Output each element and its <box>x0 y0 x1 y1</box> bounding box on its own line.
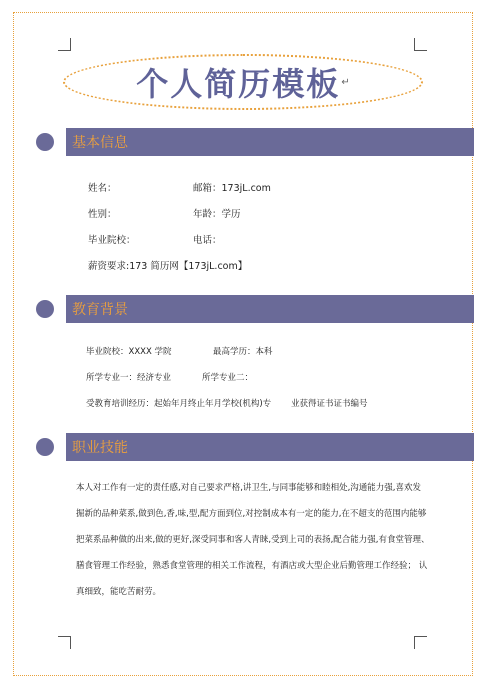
edu-degree: 最高学历：本科 <box>213 347 273 357</box>
section-bullet-basic <box>36 133 54 151</box>
school-label: 毕业院校： <box>88 235 136 246</box>
skills-line-3: 把菜系品种做的出来,做的更好,深受同事和客人青睐,受到上司的表扬,配合能力强,有食堂管理、 <box>76 535 430 545</box>
section-title-education: 教育背景 <box>72 302 128 318</box>
edu-certificate: 业获得证书证书编号 <box>291 399 368 409</box>
corner-mark-top-left <box>58 38 71 51</box>
gender-label: 性别： <box>88 209 117 220</box>
section-header-skills <box>66 433 474 461</box>
page-title: 个人简历模板 <box>136 65 341 103</box>
edu-school: 毕业院校：XXXX 学院 <box>86 347 172 357</box>
skills-line-5: 真细致，能吃苦耐劳。 <box>76 587 162 597</box>
page-border <box>13 12 473 676</box>
section-header-basic <box>66 128 474 156</box>
email-label: 邮箱：173jL.com <box>193 183 271 194</box>
paragraph-mark: ↵ <box>341 76 350 88</box>
skills-line-2: 掘新的品种菜系,做到色,香,味,型,配方面到位,对控制成本有一定的能力,在不超支的范围内能够 <box>76 509 427 519</box>
corner-mark-bottom-left <box>58 636 71 649</box>
section-bullet-skills <box>36 438 54 456</box>
edu-major-two: 所学专业二： <box>202 373 254 383</box>
skills-line-1: 本人对工作有一定的责任感,对自己要求严格,讲卫生,与同事能够和睦相处,沟通能力强,喜欢发 <box>76 483 422 493</box>
salary-label: 薪资要求:173 简历网【173jL.com】 <box>88 261 248 272</box>
corner-mark-bottom-right <box>414 636 427 649</box>
skills-line-4: 膳食管理工作经验，熟悉食堂管理的相关工作流程，有酒店或大型企业后勤管理工作经验； 认 <box>76 561 428 571</box>
title-oval <box>63 54 423 110</box>
edu-major-one: 所学专业一：经济专业 <box>86 373 172 383</box>
edu-training: 受教育培训经历：起始年月终止年月学校(机构)专 <box>86 399 272 409</box>
section-title-basic: 基本信息 <box>72 135 128 151</box>
age-label: 年龄：学历 <box>193 209 241 220</box>
phone-label: 电话： <box>193 235 222 246</box>
section-header-education <box>66 295 474 323</box>
section-bullet-education <box>36 300 54 318</box>
name-label: 姓名： <box>88 183 117 194</box>
corner-mark-top-right <box>414 38 427 51</box>
section-title-skills: 职业技能 <box>72 440 128 456</box>
